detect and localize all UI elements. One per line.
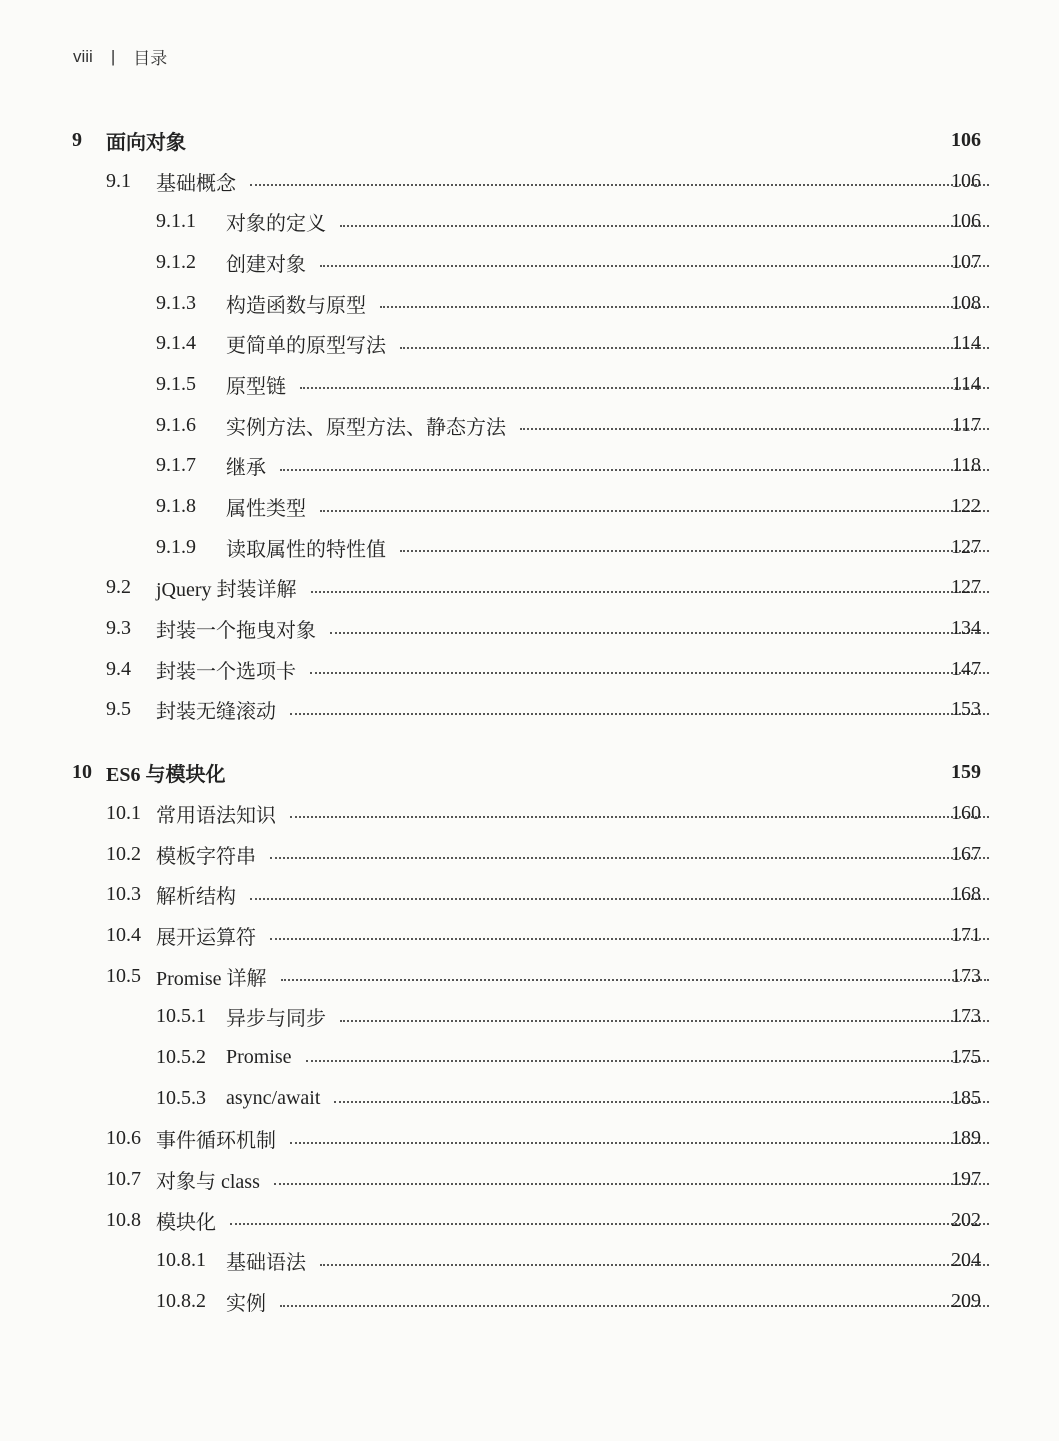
toc-chapter-row[interactable]	[0, 752, 1059, 793]
entry-title: 模板字符串	[156, 845, 256, 868]
entry-number: 9.1.8	[156, 495, 196, 518]
entry-number: 9.1.1	[156, 210, 196, 233]
entry-number: 9.2	[106, 576, 131, 599]
entry-page: 209	[951, 1290, 981, 1313]
toc-subsection-row[interactable]	[0, 283, 1059, 324]
dot-leader	[276, 812, 989, 814]
dot-leader	[320, 1097, 989, 1099]
entry-number: 9.1.6	[156, 413, 196, 436]
entry-title: 解析结构	[156, 886, 236, 909]
dot-leader	[266, 1301, 989, 1303]
toc-chapter-row[interactable]	[0, 120, 1059, 161]
dot-leader	[236, 180, 989, 182]
entry-page: 108	[951, 291, 981, 314]
chapter-title: 面向对象	[106, 131, 186, 154]
entry-title: 模块化	[156, 1211, 216, 1234]
dot-leader	[506, 424, 989, 426]
dot-leader	[326, 1016, 989, 1018]
toc-subsection-row[interactable]	[0, 405, 1059, 446]
entry-title: 继承	[226, 457, 266, 480]
entry-title: 构造函数与原型	[226, 294, 366, 317]
toc-section-row[interactable]	[0, 874, 1059, 915]
header-section-title: 目录	[133, 49, 168, 68]
entry-number: 9.4	[106, 657, 131, 680]
entry-number: 10.8.1	[156, 1249, 206, 1272]
entry-title: 实例方法、原型方法、静态方法	[226, 416, 506, 439]
entry-page: 175	[951, 1045, 981, 1068]
entry-number: 9.1.3	[156, 291, 196, 314]
entry-title: 读取属性的特性值	[226, 538, 386, 561]
chapter-number: 10	[72, 761, 92, 784]
entry-page: 173	[951, 964, 981, 987]
entry-number: 10.4	[106, 923, 141, 946]
page-header	[73, 44, 167, 69]
dot-leader	[256, 853, 989, 855]
toc-subsection-row[interactable]	[0, 1281, 1059, 1322]
dot-leader	[366, 302, 989, 304]
toc-subsection-row[interactable]	[0, 1078, 1059, 1119]
page-number-label: viii	[73, 46, 93, 66]
entry-number: 10.8	[106, 1208, 141, 1231]
entry-page: 127	[951, 535, 981, 558]
toc-subsection-row[interactable]	[0, 364, 1059, 405]
entry-page: 204	[951, 1249, 981, 1272]
entry-page: 114	[951, 332, 981, 355]
entry-title: 封装一个拖曳对象	[156, 620, 316, 643]
dot-leader	[292, 1056, 989, 1058]
entry-title: 基础概念	[156, 172, 236, 195]
entry-title: 属性类型	[226, 498, 306, 521]
toc-section-row[interactable]	[0, 1200, 1059, 1241]
toc-section-row[interactable]	[0, 161, 1059, 202]
toc-section-row[interactable]	[0, 834, 1059, 875]
toc-subsection-row[interactable]	[0, 996, 1059, 1037]
entry-number: 9.1.5	[156, 372, 196, 395]
dot-leader	[266, 465, 989, 467]
entry-page: 168	[951, 883, 981, 906]
entry-title: Promise 详解	[156, 967, 267, 990]
entry-page: 122	[951, 495, 981, 518]
entry-page: 167	[951, 842, 981, 865]
dot-leader	[326, 221, 989, 223]
chapter-title: ES6 与模块化	[106, 764, 226, 787]
entry-title: async/await	[226, 1086, 321, 1109]
dot-leader	[386, 343, 989, 345]
dot-leader	[236, 894, 989, 896]
chapter-gap	[0, 730, 1059, 752]
toc-section-row[interactable]	[0, 649, 1059, 690]
entry-number: 9.5	[106, 698, 131, 721]
entry-page: 173	[951, 1005, 981, 1028]
entry-number: 10.5.1	[156, 1005, 206, 1028]
table-of-contents	[0, 120, 1059, 1322]
entry-title: 异步与同步	[226, 1008, 326, 1031]
toc-subsection-row[interactable]	[0, 1241, 1059, 1282]
dot-leader	[296, 668, 989, 670]
entry-number: 9.1	[106, 169, 131, 192]
dot-leader	[256, 934, 989, 936]
entry-title: jQuery 封装详解	[156, 579, 297, 602]
entry-page: 106	[951, 210, 981, 233]
toc-section-row[interactable]	[0, 915, 1059, 956]
entry-page: 202	[951, 1208, 981, 1231]
toc-section-row[interactable]	[0, 690, 1059, 731]
entry-title: 原型链	[226, 375, 286, 398]
toc-subsection-row[interactable]	[0, 201, 1059, 242]
entry-number: 10.3	[106, 883, 141, 906]
entry-page: 197	[951, 1168, 981, 1191]
dot-leader	[267, 975, 989, 977]
entry-title: Promise	[226, 1045, 292, 1068]
dot-leader	[260, 1179, 989, 1181]
entry-number: 9.1.4	[156, 332, 196, 355]
entry-number: 10.5.3	[156, 1086, 206, 1109]
entry-page: 114	[951, 372, 981, 395]
toc-section-row[interactable]	[0, 568, 1059, 609]
entry-title: 基础语法	[226, 1252, 306, 1275]
entry-number: 10.1	[106, 801, 141, 824]
entry-title: 创建对象	[226, 253, 306, 276]
toc-section-row[interactable]	[0, 608, 1059, 649]
entry-title: 封装一个选项卡	[156, 660, 296, 683]
entry-page: 118	[951, 454, 981, 477]
entry-title: 展开运算符	[156, 926, 256, 949]
entry-page: 153	[951, 698, 981, 721]
entry-title: 对象与 class	[156, 1171, 260, 1194]
entry-page: 171	[951, 923, 981, 946]
toc-subsection-row[interactable]	[0, 527, 1059, 568]
entry-page: 106	[951, 169, 981, 192]
entry-page: 117	[951, 413, 981, 436]
toc-subsection-row[interactable]	[0, 446, 1059, 487]
toc-section-row[interactable]	[0, 1159, 1059, 1200]
dot-leader	[306, 1260, 989, 1262]
entry-title: 封装无缝滚动	[156, 701, 276, 724]
entry-number: 10.5	[106, 964, 141, 987]
entry-number: 9.1.9	[156, 535, 196, 558]
entry-number: 10.7	[106, 1168, 141, 1191]
entry-number: 9.1.2	[156, 250, 196, 273]
toc-subsection-row[interactable]	[0, 323, 1059, 364]
entry-title: 实例	[226, 1293, 266, 1316]
entry-number: 10.6	[106, 1127, 141, 1150]
entry-page: 107	[951, 250, 981, 273]
chapter-number: 9	[72, 128, 82, 151]
entry-page: 147	[951, 657, 981, 680]
dot-leader	[306, 506, 989, 508]
entry-title: 事件循环机制	[156, 1130, 276, 1153]
toc-subsection-row[interactable]	[0, 486, 1059, 527]
toc-section-row[interactable]	[0, 1119, 1059, 1160]
entry-page: 160	[951, 801, 981, 824]
entry-number: 10.8.2	[156, 1290, 206, 1313]
entry-title: 对象的定义	[226, 213, 326, 236]
entry-title: 更简单的原型写法	[226, 335, 386, 358]
toc-subsection-row[interactable]	[0, 242, 1059, 283]
toc-section-row[interactable]	[0, 793, 1059, 834]
entry-number: 9.3	[106, 617, 131, 640]
dot-leader	[286, 383, 989, 385]
toc-section-row[interactable]	[0, 956, 1059, 997]
entry-page: 185	[951, 1086, 981, 1109]
entry-number: 10.5.2	[156, 1045, 206, 1068]
dot-leader	[216, 1219, 989, 1221]
toc-subsection-row[interactable]	[0, 1037, 1059, 1078]
entry-page: 189	[951, 1127, 981, 1150]
entry-page: 134	[951, 617, 981, 640]
dot-leader	[276, 1138, 989, 1140]
dot-leader	[276, 709, 989, 711]
dot-leader	[306, 261, 989, 263]
entry-number: 9.1.7	[156, 454, 196, 477]
chapter-page: 106	[951, 128, 981, 151]
entry-title: 常用语法知识	[156, 804, 276, 827]
header-separator: |	[110, 46, 116, 66]
chapter-page: 159	[951, 761, 981, 784]
dot-leader	[386, 546, 989, 548]
dot-leader	[316, 628, 989, 630]
entry-number: 10.2	[106, 842, 141, 865]
dot-leader	[297, 587, 989, 589]
entry-page: 127	[951, 576, 981, 599]
